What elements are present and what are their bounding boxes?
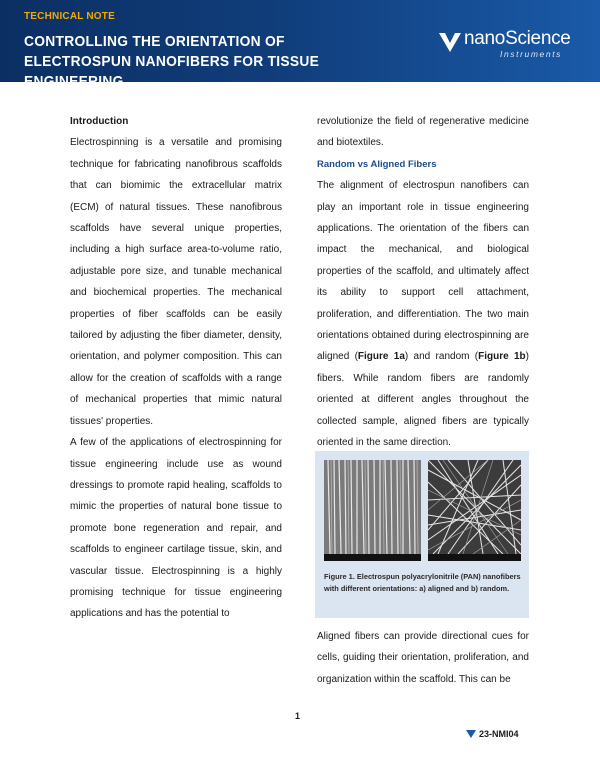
left-column <box>70 111 282 625</box>
figure-1a-ref: Figure 1a <box>357 351 405 363</box>
section-heading-random-vs-aligned: Random vs Aligned Fibers <box>317 158 437 170</box>
figure-1b-ref: Figure 1b <box>478 351 526 363</box>
logo-name: nanoScience <box>464 28 571 49</box>
scale-bar <box>324 554 421 561</box>
figure-1 <box>315 451 529 618</box>
continued-paragraph: revolutionize the field of regenerative medicine and biotextiles. <box>317 116 529 149</box>
after-figure-paragraph: Aligned fibers can provide directional cues for cells, guiding their orientation, proliferation, and organization within the scaffold. This can be <box>317 631 529 685</box>
header-banner <box>0 0 600 90</box>
document-code: 23-NMI04 <box>479 729 519 739</box>
technical-note-label: TECHNICAL NOTE <box>24 11 115 22</box>
alignment-text-c: ) fibers. While random fibers are randomly oriented at different angles throughout the collected sample, aligned fibers are typically oriented in the same direction. <box>317 351 529 449</box>
page-number: 1 <box>295 711 301 721</box>
introduction-heading: Introduction <box>70 116 129 127</box>
intro-paragraph-2: A few of the applications of electrospinning for tissue engineering include use as wound dressings to promote rapid healing, scaffolds to mimic the properties of natural bone tissue to promote bone regeneration and repair, and scaffolds to engineer cartilage tissue, skin, and vascular tissue. Electrospinning is a highly promising technique for tissue engineering applications and has the potential to <box>70 437 282 620</box>
logo-subtitle: Instruments <box>500 49 563 59</box>
random-fibers-image <box>428 460 521 561</box>
scale-bar <box>428 554 521 561</box>
alignment-text-b: ) and random ( <box>404 351 479 363</box>
nanoscience-logo <box>438 28 578 62</box>
logo-chevron-icon <box>438 30 462 56</box>
right-column <box>317 111 529 454</box>
intro-paragraph-1: Electrospinning is a versatile and promising technique for fabricating nanofibrous scaffolds that can biomimic the extracellular matrix (ECM) of natural tissues. These nanofibrous scaffolds have several unique properties, including a high surface area-to-volume ratio, adjustable pore size, and tunable mechanical and biochemical properties. The mechanical properties of fiber scaffolds can be easily tailored by adjusting the fiber diameter, density, orientation, and polymer composition. This can allow for the creation of scaffolds with a range of mechanical properties that mimic natural tissues' properties. <box>70 137 282 427</box>
figure-1-caption: Figure 1. Electrospun polyacrylonitrile (PAN) nanofibers with different orientations: a) aligned and b) random. <box>324 572 521 593</box>
page-title: CONTROLLING THE ORIENTATION OF ELECTROSPUN NANOFIBERS FOR TISSUE ENGINEERING <box>24 33 320 90</box>
document-code-arrow-icon <box>466 729 476 739</box>
alignment-text-a: The alignment of electrospun nanofibers can play an important role in tissue engineering applications. The orientation of the fibers can impact the mechanical, and biological properties of the scaffold, and ultimately affect its ability to support cell attachment, proliferation, and differentiation. The two main orientations obtained during electrospinning are aligned ( <box>317 180 529 363</box>
aligned-fibers-image <box>324 460 421 561</box>
alignment-paragraph <box>317 175 529 453</box>
